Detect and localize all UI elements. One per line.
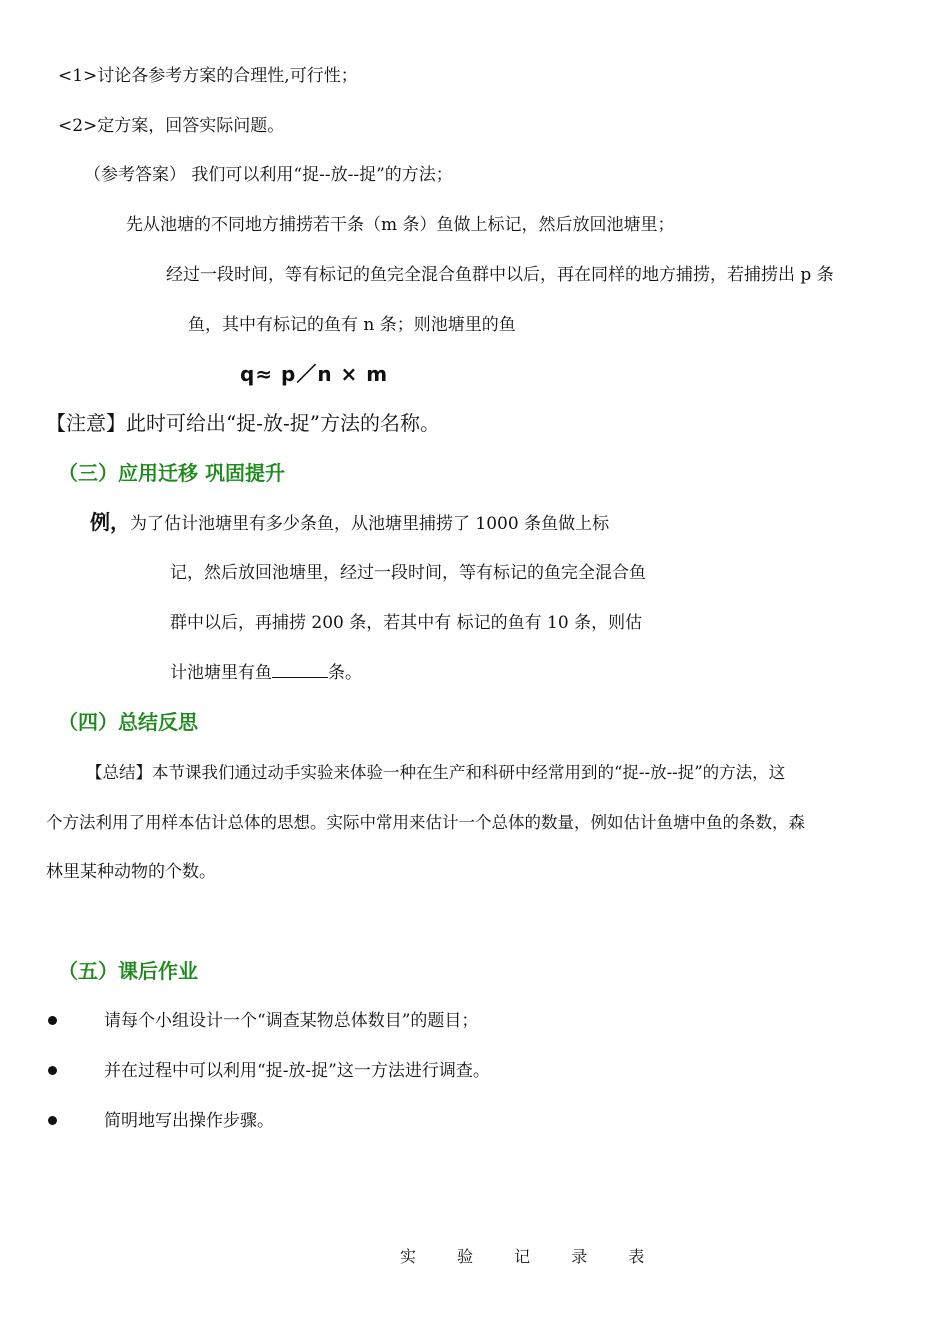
example-text-1: 为了估计池塘里有多少条鱼，从池塘里捕捞了 1000 条鱼做上标 <box>130 514 610 534</box>
example-line-3: 群中以后，再捕捞 200 条，若其中有 标记的鱼有 10 条，则估 <box>170 613 643 633</box>
homework-item-3: 简明地写出操作步骤。 <box>104 1111 274 1131</box>
example-line-4-start: 计池塘里有鱼 <box>170 663 272 683</box>
reference-answer-step-2-line-2: 鱼，其中有标记的鱼有 n 条；则池塘里的鱼 <box>188 315 516 335</box>
section-5-heading: （五）课后作业 <box>58 959 198 983</box>
answer-blank[interactable] <box>272 661 328 678</box>
bullet-icon <box>48 1066 57 1075</box>
homework-item-1: 请每个小组设计一个“调查某物总体数目”的题目； <box>104 1011 479 1031</box>
discussion-item-1: <1>讨论各参考方案的合理性,可行性； <box>58 66 358 86</box>
section-4-heading: （四）总结反思 <box>58 710 198 734</box>
summary-line-2: 个方法利用了用样本估计总体的思想。实际中常用来估计一个总体的数量，例如估计鱼塘中鱼的条数，森 <box>46 813 805 832</box>
example-line-4-end: 条。 <box>328 663 362 683</box>
example-line-4 <box>170 661 362 685</box>
page-footer: 实 验 记 录 表 <box>400 1247 663 1266</box>
example-line-1 <box>90 510 609 536</box>
reference-answer-intro: （参考答案） 我们可以利用“捉--放--捉”的方法； <box>84 165 453 185</box>
reference-answer-step-2-line-1: 经过一段时间，等有标记的鱼完全混合鱼群中以后，再在同样的地方捕捞，若捕捞出 p 条 <box>166 265 834 285</box>
example-line-2: 记，然后放回池塘里，经过一段时间，等有标记的鱼完全混合鱼 <box>170 563 646 583</box>
example-label: 例， <box>90 510 130 534</box>
summary-line-3: 林里某种动物的个数。 <box>46 862 216 882</box>
bullet-icon <box>48 1116 57 1125</box>
discussion-item-2: <2>定方案，回答实际问题。 <box>58 116 285 136</box>
homework-item-2: 并在过程中可以利用“捉-放-捉”这一方法进行调查。 <box>104 1061 490 1081</box>
note-paragraph: 【注意】此时可给出“捉-放-捉”方法的名称。 <box>46 411 440 435</box>
estimation-formula: q≈ p／n × m <box>240 362 389 386</box>
summary-line-1: 【总结】本节课我们通过动手实验来体验一种在生产和科研中经常用到的“捉--放--捉”的方法，这 <box>86 763 786 782</box>
section-3-heading: （三）应用迁移 巩固提升 <box>58 461 285 485</box>
bullet-icon <box>48 1016 57 1025</box>
reference-answer-step-1: 先从池塘的不同地方捕捞若干条（m 条）鱼做上标记，然后放回池塘里； <box>126 215 675 235</box>
